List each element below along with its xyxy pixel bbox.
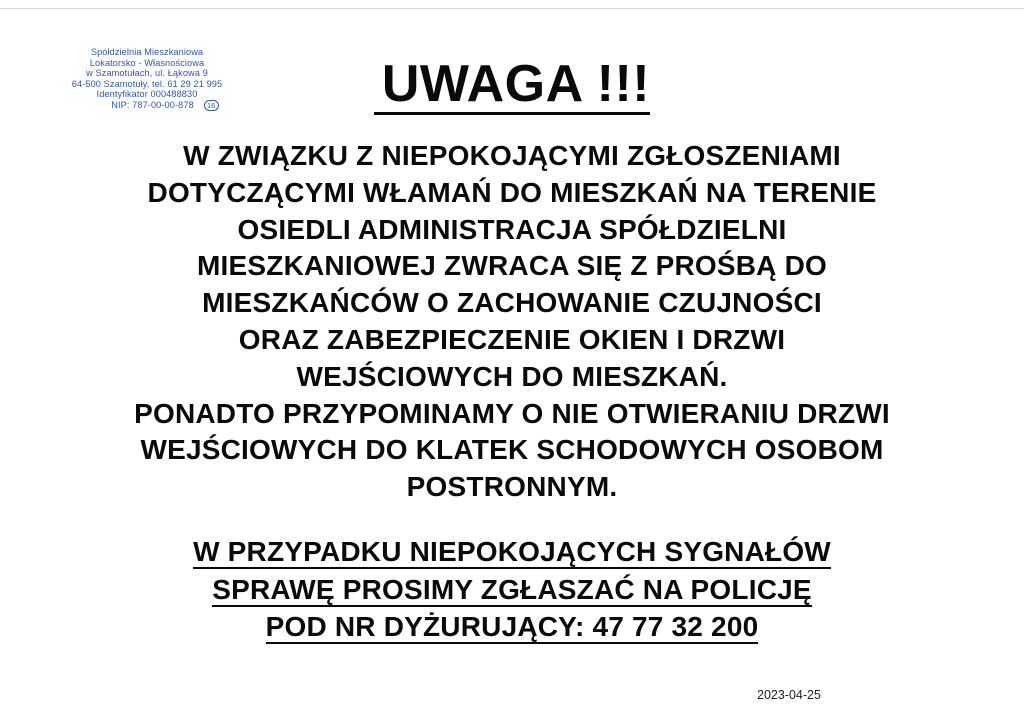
- body-line: OSIEDLI ADMINISTRACJA SPÓŁDZIELNI: [237, 213, 787, 245]
- police-line: [0, 571, 1024, 609]
- body-line: PONADTO PRZYPOMINAMY O NIE OTWIERANIU DRZWI: [134, 397, 890, 429]
- body-line: MIESZKAŃCÓW O ZACHOWANIE CZUJNOŚCI: [202, 287, 822, 319]
- police-phone-line-text: POD NR DYŻURUJĄCY: 47 77 32 200: [265, 611, 759, 642]
- notice-date: 2023-04-25: [757, 688, 821, 702]
- notice-body: [0, 138, 1024, 506]
- stamp-line-street: w Szamotułach, ul. Łąkowa 9: [86, 68, 208, 79]
- police-contact-notice: [0, 533, 1024, 646]
- body-line: DOTYCZĄCYMI WŁAMAŃ DO MIESZKAŃ NA TERENIE: [147, 176, 877, 208]
- body-line: WEJŚCIOWYCH DO MIESZKAŃ.: [296, 360, 728, 392]
- body-line: MIESZKANIOWEJ ZWRACA SIĘ Z PROŚBĄ DO: [197, 250, 827, 282]
- stamp-number-badge: 16: [204, 100, 219, 111]
- stamp-line-phone: 64-500 Szamotuły, tel. 61 29 21 995: [71, 78, 223, 89]
- body-line: ORAZ ZABEZPIECZENIE OKIEN I DRZWI: [238, 323, 786, 355]
- stamp-nip-text: NIP: 787-00-00-878: [111, 99, 194, 110]
- police-line-text: SPRAWĘ PROSIMY ZGŁASZAĆ NA POLICJĘ: [212, 573, 812, 605]
- notice-title: [0, 56, 1024, 115]
- body-line: WEJŚCIOWYCH DO KLATEK SCHODOWYCH OSOBOM: [140, 434, 884, 466]
- stamp-line-type: Lokatorsko - Własnościowa: [89, 57, 205, 68]
- stamp-line-identifier: Identyfikator 000488830: [96, 89, 198, 100]
- body-line: POSTRONNYM.: [406, 471, 618, 503]
- stamp-line-name: Spółdzielnia Mieszkaniowa: [90, 47, 204, 57]
- body-line: W ZWIĄZKU Z NIEPOKOJĄCYMI ZGŁOSZENIAMI: [183, 140, 841, 171]
- police-line-text: W PRZYPADKU NIEPOKOJĄCYCH SYGNAŁÓW: [193, 536, 831, 567]
- notice-title-text: UWAGA !!!: [374, 56, 650, 115]
- police-line: [0, 533, 1024, 571]
- police-line: [0, 608, 1024, 646]
- top-edge-line: [0, 8, 1024, 9]
